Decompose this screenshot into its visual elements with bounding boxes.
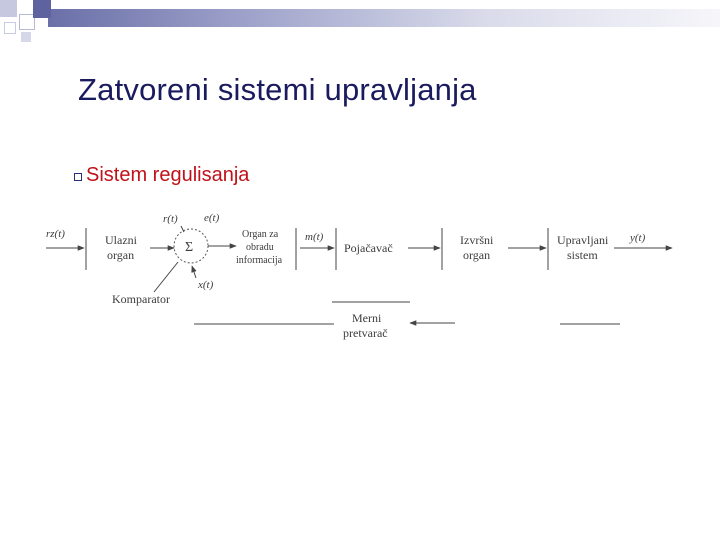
reference-signal-line [181,226,184,232]
input-element-label: Ulazni [105,233,137,247]
comparator-pointer [154,262,178,292]
comparator-label: Komparator [112,292,170,306]
controlled-system-label: sistem [567,248,598,262]
processing-block-label: obradu [246,242,274,253]
slide-title: Zatvoreni sistemi upravljanja [78,72,477,107]
error-signal-label: e(t) [204,212,220,224]
processing-block-label: Organ za [242,229,279,240]
control-signal-label: m(t) [305,231,324,243]
input-signal-label: rz(t) [46,228,65,240]
feedback-signal-arrow [192,266,196,278]
output-signal-label: y(t) [630,232,646,244]
slide-subtitle: Sistem regulisanja [86,164,250,186]
sum-symbol: Σ [185,240,194,255]
reference-signal-label: r(t) [163,213,178,225]
processing-block-label: informacija [236,255,283,266]
feedback-signal-label: x(t) [198,279,214,291]
actuator-label: Izvršni [460,233,494,247]
controlled-system-label: Upravljani [557,233,609,247]
actuator-label: organ [463,248,491,262]
input-element-label: organ [107,248,135,262]
amplifier-label: Pojačavač [344,241,393,255]
measuring-transducer-label: pretvarač [343,326,388,340]
measuring-transducer-label: Merni [352,311,382,325]
